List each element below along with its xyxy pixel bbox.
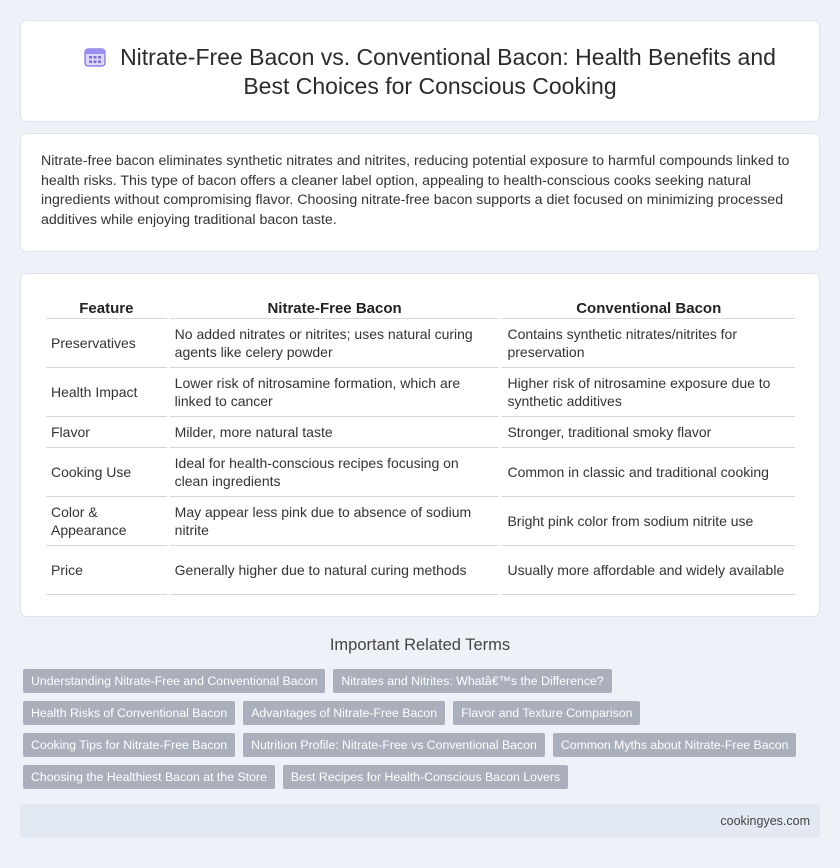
related-tags: [23, 669, 823, 789]
row-conventional: Bright pink color from sodium nitrite use: [502, 497, 795, 546]
calendar-icon: [84, 47, 106, 67]
row-nitrate-free: May appear less pink due to absence of sodium nitrite: [170, 497, 500, 546]
row-nitrate-free: No added nitrates or nitrites; uses natural curing agents like celery powder: [170, 319, 500, 368]
row-conventional: Common in classic and traditional cooking: [502, 448, 795, 497]
row-conventional: Stronger, traditional smoky flavor: [502, 417, 795, 448]
related-tag[interactable]: Nitrates and Nitrites: Whatâ€™s the Difference?: [333, 669, 611, 693]
related-tag[interactable]: Best Recipes for Health-Conscious Bacon Lovers: [283, 765, 568, 789]
related-tag[interactable]: Advantages of Nitrate-Free Bacon: [243, 701, 445, 725]
row-nitrate-free: Ideal for health-conscious recipes focusing on clean ingredients: [170, 448, 500, 497]
row-conventional: Contains synthetic nitrates/nitrites for preservation: [502, 319, 795, 368]
related-tag[interactable]: Nutrition Profile: Nitrate-Free vs Conventional Bacon: [243, 733, 545, 757]
header-conventional: Conventional Bacon: [502, 294, 795, 319]
table-row: [46, 546, 795, 595]
row-feature: Flavor: [46, 417, 167, 448]
row-nitrate-free: Milder, more natural taste: [170, 417, 500, 448]
table-row: [46, 319, 795, 368]
row-nitrate-free: Lower risk of nitrosamine formation, which are linked to cancer: [170, 368, 500, 417]
comparison-table: [43, 294, 798, 595]
table-header-row: [46, 294, 795, 319]
intro-paragraph: Nitrate-free bacon eliminates synthetic nitrates and nitrites, reducing potential exposure to harmful compounds linked to health risks. This type of bacon offers a cleaner label option, appealing to health-conscious cooks seeking natural ingredients without compromising flavor. Choosing nitrate-free bacon supports a diet focused on minimizing processed additives while enjoying traditional bacon taste.: [41, 153, 790, 228]
footer: [20, 804, 820, 838]
related-tag[interactable]: Common Myths about Nitrate-Free Bacon: [553, 733, 797, 757]
related-tag[interactable]: Understanding Nitrate-Free and Conventional Bacon: [23, 669, 325, 693]
row-conventional: Higher risk of nitrosamine exposure due to synthetic additives: [502, 368, 795, 417]
related-tag[interactable]: Choosing the Healthiest Bacon at the Store: [23, 765, 275, 789]
table-row: [46, 417, 795, 448]
row-feature: Health Impact: [46, 368, 167, 417]
header-feature: Feature: [46, 294, 167, 319]
intro-card: [20, 133, 820, 252]
row-conventional: Usually more affordable and widely available: [502, 546, 795, 595]
header-nitrate-free: Nitrate-Free Bacon: [170, 294, 500, 319]
header-card: [20, 20, 820, 122]
related-terms-title: Important Related Terms: [329, 636, 511, 654]
title-wrap: [61, 43, 799, 101]
row-feature: Price: [46, 546, 167, 595]
comparison-card: [20, 273, 820, 617]
page-title-text: Nitrate-Free Bacon vs. Conventional Bacon: Health Benefits and Best Choices for Conscious Cooking: [120, 44, 776, 99]
row-nitrate-free: Generally higher due to natural curing methods: [170, 546, 500, 595]
table-row: [46, 368, 795, 417]
related-tag[interactable]: Health Risks of Conventional Bacon: [23, 701, 235, 725]
related-tag[interactable]: Cooking Tips for Nitrate-Free Bacon: [23, 733, 235, 757]
row-feature: Preservatives: [46, 319, 167, 368]
row-feature: Cooking Use: [46, 448, 167, 497]
footer-site[interactable]: cookingyes.com: [720, 814, 810, 828]
related-tag[interactable]: Flavor and Texture Comparison: [453, 701, 640, 725]
table-row: [46, 497, 795, 546]
table-row: [46, 448, 795, 497]
row-feature: Color & Appearance: [46, 497, 167, 546]
page-title: [61, 43, 799, 101]
